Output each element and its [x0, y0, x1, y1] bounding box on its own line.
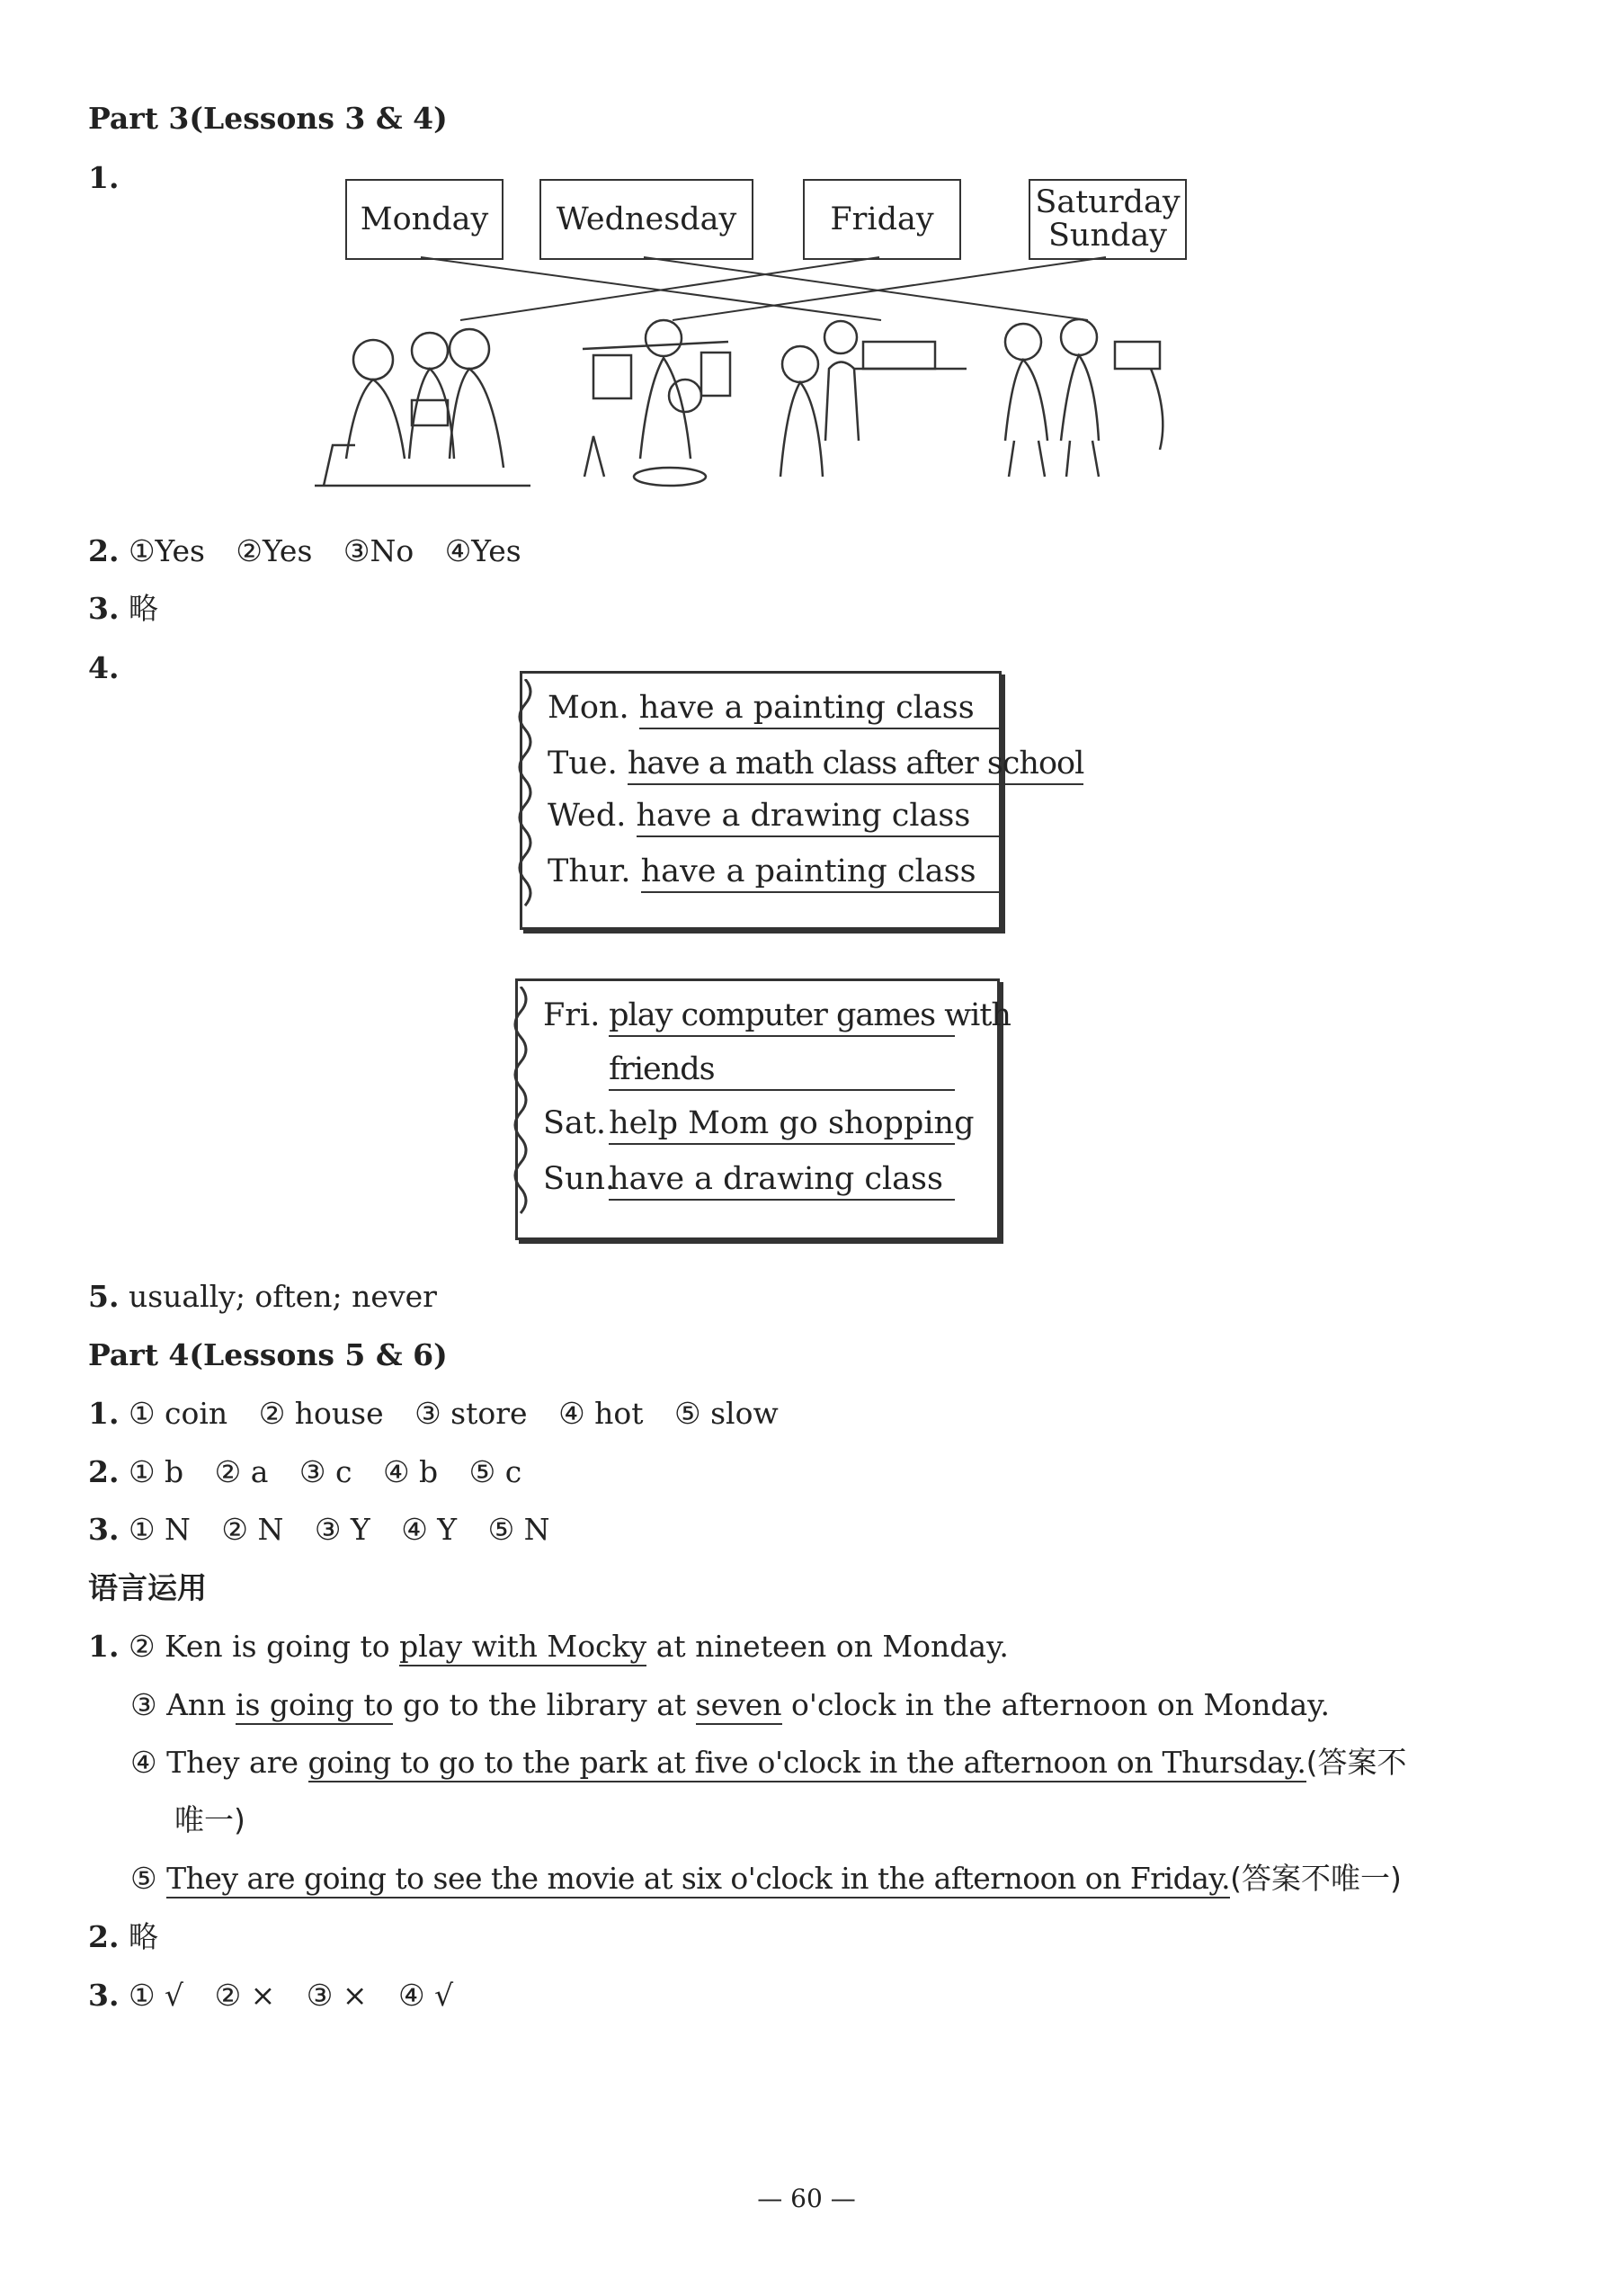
part4-q1-row: 1. ① coin ② house ③ store ④ hot ⑤ slow	[88, 1396, 779, 1431]
spiral-binding-icon	[513, 679, 537, 922]
part3-q1-number: 1.	[88, 160, 120, 195]
match-line-wednesday	[644, 257, 1088, 320]
part3-q2-row: 2. ①Yes ②Yes ③No ④Yes	[88, 533, 521, 568]
day-box-monday: Monday	[345, 179, 504, 260]
language-use-q1-s5: ⑤ They are going to see the movie at six o'clock in the afternoon on Friday.(答案不唯一)	[130, 1861, 1402, 1897]
schedule-row-fri-cont: friends	[543, 1051, 955, 1091]
part3-q5-row: 5. usually; often; never	[88, 1279, 437, 1314]
part3-q4-number: 4.	[88, 650, 120, 685]
day-box-friday: Friday	[803, 179, 961, 260]
language-use-q2-row: 2. 略	[88, 1919, 158, 1954]
picture-walking-icon	[1005, 319, 1163, 477]
schedule-card-weekend	[515, 978, 1011, 1240]
day-box-wednesday: Wednesday	[539, 179, 753, 260]
language-use-q1-s2: 1. ② Ken is going to play with Mocky at nineteen on Monday.	[88, 1629, 1009, 1665]
picture-laundry-icon	[583, 320, 730, 486]
part4-title: Part 4(Lessons 5 & 6)	[88, 1337, 448, 1372]
spiral-binding-icon	[509, 987, 532, 1234]
schedule-row-mon: Mon. have a painting class	[548, 690, 1003, 729]
part4-q3-row: 3. ① N ② N ③ Y ④ Y ⑤ N	[88, 1512, 550, 1547]
schedule-row-wed: Wed. have a drawing class	[548, 798, 1005, 837]
part3-q3-row: 3. 略	[88, 591, 158, 626]
matching-diagram	[0, 252, 1613, 495]
language-use-title: 语言运用	[88, 1570, 207, 1605]
picture-family-icon	[315, 329, 530, 486]
schedule-row-thur: Thur. have a painting class	[548, 853, 1001, 893]
schedule-row-sat: Sat. help Mom go shopping	[543, 1105, 955, 1145]
language-use-q1-s4: ④ They are going to go to the park at five o'clock in the afternoon on Thursday.(答案不	[130, 1745, 1406, 1781]
schedule-row-fri: Fri. play computer games with	[543, 997, 955, 1037]
language-use-q1-s3: ③ Ann is going to go to the library at seven o'clock in the afternoon on Monday.	[130, 1687, 1330, 1723]
schedule-row-sun: Sun. have a drawing class	[543, 1161, 955, 1201]
schedule-card-weekdays	[520, 671, 1084, 930]
match-line-weekend	[673, 257, 1106, 320]
schedule-row-tue: Tue. have a math class after school	[548, 746, 1083, 785]
part3-title: Part 3(Lessons 3 & 4)	[88, 101, 448, 136]
part4-q2-row: 2. ① b ② a ③ c ④ b ⑤ c	[88, 1454, 522, 1489]
day-box-weekend: Saturday Sunday	[1029, 179, 1187, 260]
page-number: — 60 —	[757, 2184, 856, 2213]
language-use-q1-s4-note: 唯一)	[174, 1802, 245, 1837]
picture-children-icon	[780, 321, 967, 477]
language-use-q3-row: 3. ① √ ② × ③ × ④ √	[88, 1978, 454, 2013]
